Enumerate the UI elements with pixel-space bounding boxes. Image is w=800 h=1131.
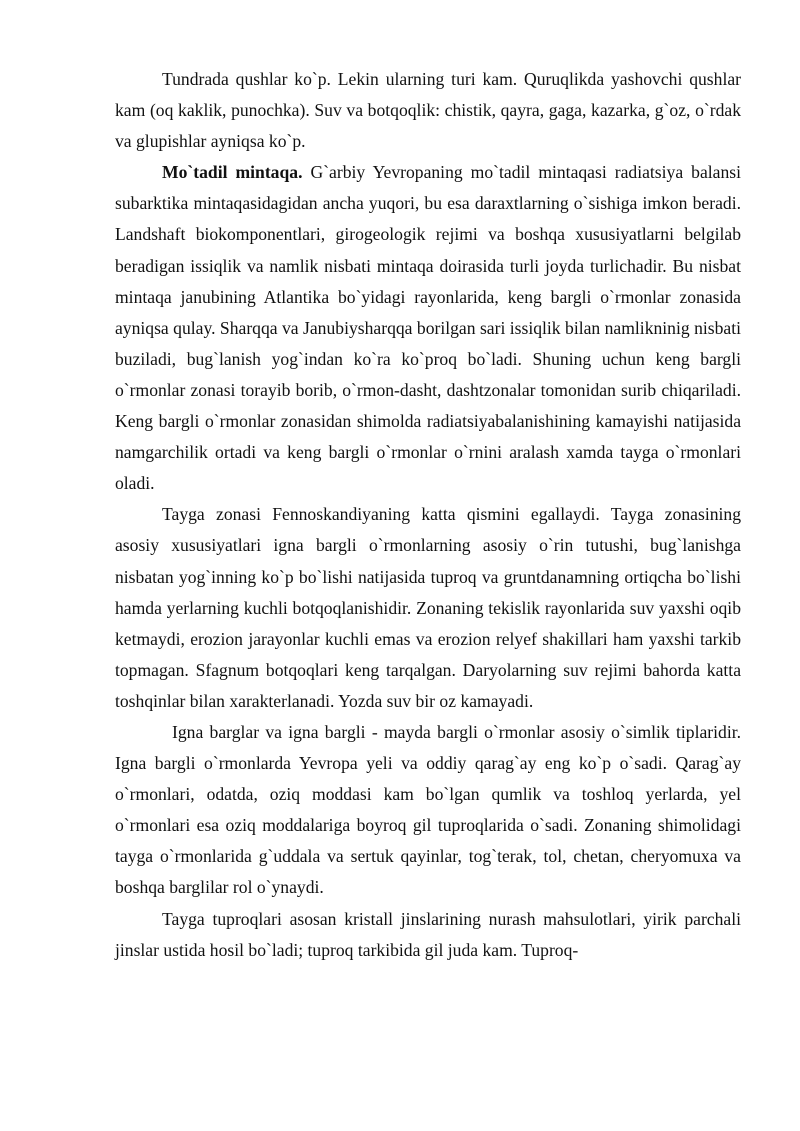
paragraph-text: Tayga zonasi Fennoskandiyaning katta qismini egallaydi. Tayga zonasining asosiy xususiyatlari igna bargli o`rmonlarning asosiy o`rin tutushi, bug`lanishga nisbatan yog`inning ko`p bo`lishi natijasida tuproq va gruntdanamning ortiqcha bo`lishi hamda yerlarning kuchli botqoqlanishidir. Zonaning tekislik rayonlarida suv yaxshi oqib ketmaydi, erozion jarayonlar kuchli emas va erozion relyef shakillari ham yaxshi tarkib topmagan. Sfagnum botqoqlari keng tarqalgan. Daryolarning suv rejimi bahorda katta toshqinlar bilan xarakterlanadi. Yozda suv bir oz kamayadi. — [115, 504, 741, 711]
paragraph-text: G`arbiy Yevropaning mo`tadil mintaqasi radiatsiya balansi subarktika mintaqasidagidan ancha yuqori, bu esa daraxtlarning o`sishiga imkon beradi. Landshaft biokomponentlari, girogeologik rejimi va boshqa xususiyatlarni belgilab beradigan issiqlik va namlik nisbati mintaqa doirasida turli joyda turlichadir. Bu nisbat mintaqa janubining Atlantika bo`yidagi rayonlarida, keng bargli o`rmonlar zonasida ayniqsa qulay. Sharqqa va Janubiysharqqa borilgan sari issiqlik bilan namlikninig nisbati buziladi, bug`lanish yog`indan ko`ra ko`proq bo`ladi. Shuning uchun keng bargli o`rmonlar zonasi torayib borib, o`rmon-dasht, dashtzonalar tomonidan surib chiqariladi. Keng bargli o`rmonlar zonasidan shimolda radiatsiyabalanishining kamayishi natijasida namgarchilik ortadi va keng bargli o`rmonlar o`rnini aralash xamda tayga o`rmonlari oladi. — [115, 162, 741, 494]
paragraph-needle-forests — [115, 717, 741, 904]
paragraph-taiga-zone — [115, 499, 741, 717]
paragraph-text: Tundrada qushlar ko`p. Lekin ularning turi kam. Quruqlikda yashovchi qushlar kam (oq kaklik, punochka). Suv va botqoqlik: chistik, qayra, gaga, kazarka, g`oz, o`rdak va glupishlar ayniqsa ko`p. — [115, 69, 741, 152]
paragraph-text: Igna barglar va igna bargli - mayda bargli o`rmonlar asosiy o`simlik tiplaridir. Igna bargli o`rmonlarda Yevropa yeli va oddiy qarag`ay eng ko`p o`sadi. Qarag`ay o`rmonlari, odatda, oziq moddasi kam bo`lgan qumlik va toshloq yerlarda, yel o`rmonlari esa oziq moddalariga boyroq gil tuproqlarida o`sadi. Zonaning shimolidagi tayga o`rmonlarida g`uddala va sertuk qayinlar, tog`terak, tol, chetan, cheryomuxa va boshqa barglilar rol o`ynaydi. — [115, 721, 741, 898]
paragraph-tundra-birds — [115, 64, 741, 157]
section-heading: Mo`tadil mintaqa. — [162, 162, 303, 183]
paragraph-text: Tayga tuproqlari asosan kristall jinslarining nurash mahsulotlari, yirik parchali jinslar ustida hosil bo`ladi; tuproq tarkibida gil juda kam. Tuproq- — [115, 908, 741, 960]
paragraph-temperate-zone — [115, 157, 741, 499]
paragraph-taiga-soils — [115, 904, 741, 966]
document-page — [115, 64, 741, 966]
